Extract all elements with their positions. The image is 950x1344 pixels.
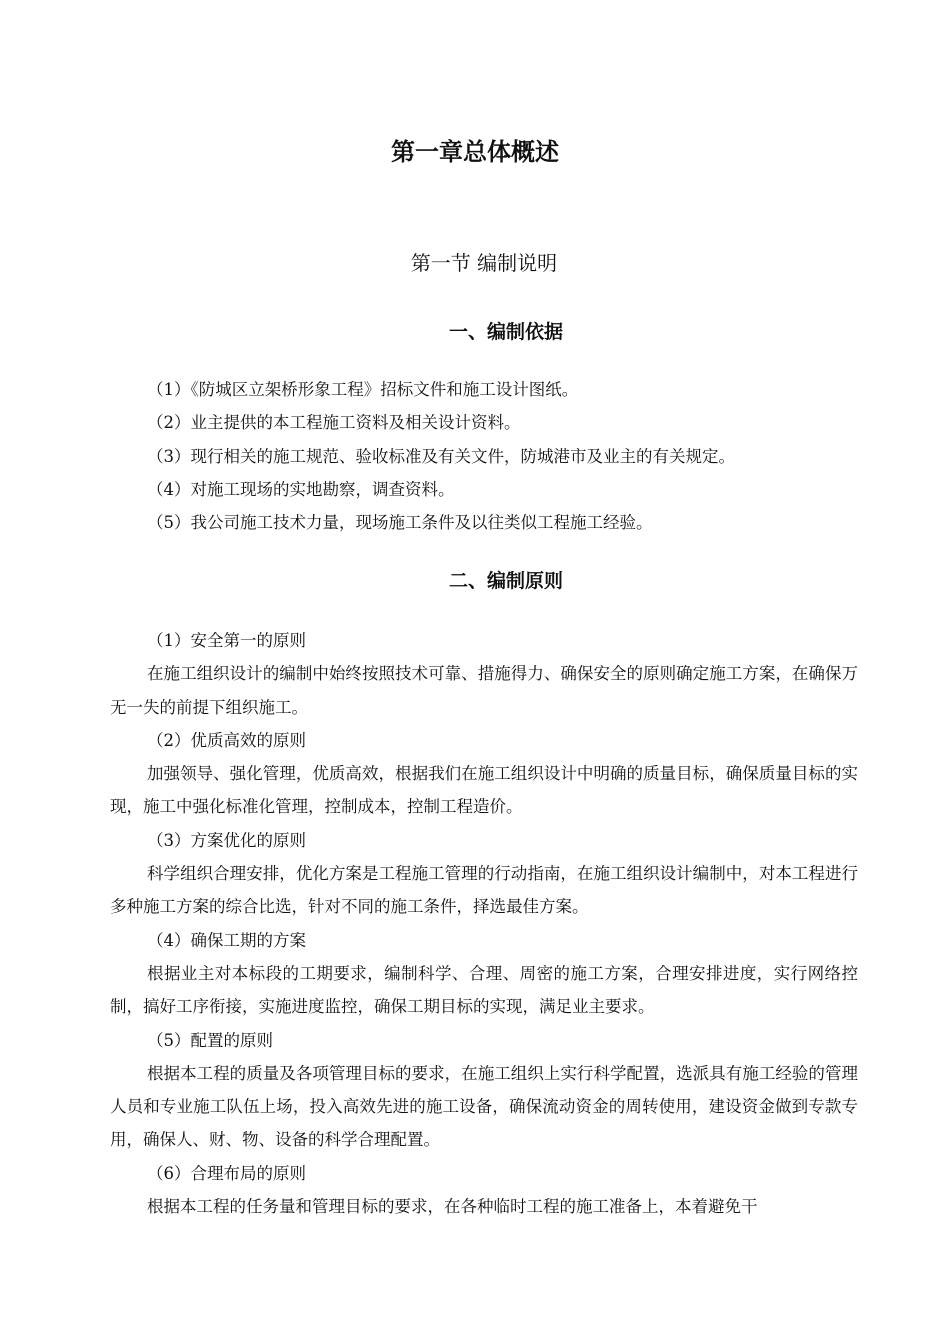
principle-title: （5）配置的原则 bbox=[147, 1030, 273, 1050]
principle-body: 根据本工程的质量及各项管理目标的要求，在施工组织上实行科学配置，选派具有施工经验的管理人员和专业施工队伍上场，投入高效先进的施工设备，确保流动资金的周转使用，建设资金做到专款专用，确保人、财、物、设备的科学合理配置。 bbox=[110, 1063, 858, 1150]
basis-item: （5）我公司施工技术力量，现场施工条件及以往类似工程施工经验。 bbox=[147, 513, 653, 533]
basis-item: （2）业主提供的本工程施工资料及相关设计资料。 bbox=[147, 413, 521, 433]
section-title: 第一节 编制说明 bbox=[410, 251, 558, 275]
principle-body: 根据业主对本标段的工期要求，编制科学、合理、周密的施工方案，合理安排进度，实行网络控制，搞好工序衔接，实施进度监控，确保工期目标的实现，满足业主要求。 bbox=[110, 963, 858, 1017]
basis-heading: 一、编制依据 bbox=[448, 321, 563, 343]
principle-title: （6）合理布局的原则 bbox=[147, 1163, 306, 1183]
principle-body: 在施工组织设计的编制中始终按照技术可靠、措施得力、确保安全的原则确定施工方案，在确保万无一失的前提下组织施工。 bbox=[110, 664, 858, 717]
basis-item: （4）对施工现场的实地勘察，调查资料。 bbox=[147, 479, 455, 499]
chapter-title: 第一章总体概述 bbox=[391, 138, 559, 166]
basis-list bbox=[110, 373, 858, 539]
principle-title: （1）安全第一的原则 bbox=[147, 631, 306, 650]
principle-title: （3）方案优化的原则 bbox=[147, 830, 306, 850]
principle-body: 加强领导、强化管理，优质高效，根据我们在施工组织设计中明确的质量目标，确保质量目标的实现，施工中强化标准化管理，控制成本，控制工程造价。 bbox=[110, 764, 858, 817]
principles-list bbox=[110, 624, 858, 1223]
basis-item: （1）《防城区立架桥形象工程》招标文件和施工设计图纸。 bbox=[147, 380, 579, 399]
basis-item: （3）现行相关的施工规范、验收标准及有关文件，防城港市及业主的有关规定。 bbox=[147, 446, 735, 466]
principle-title: （2）优质高效的原则 bbox=[147, 730, 306, 750]
principle-title: （4）确保工期的方案 bbox=[147, 930, 306, 950]
principles-heading: 二、编制原则 bbox=[448, 570, 563, 592]
principle-body: 根据本工程的任务量和管理目标的要求，在各种临时工程的施工准备上，本着避免干 bbox=[147, 1197, 758, 1217]
principle-body: 科学组织合理安排，优化方案是工程施工管理的行动指南，在施工组织设计编制中，对本工程进行多种施工方案的综合比选，针对不同的施工条件，择选最佳方案。 bbox=[110, 864, 858, 917]
